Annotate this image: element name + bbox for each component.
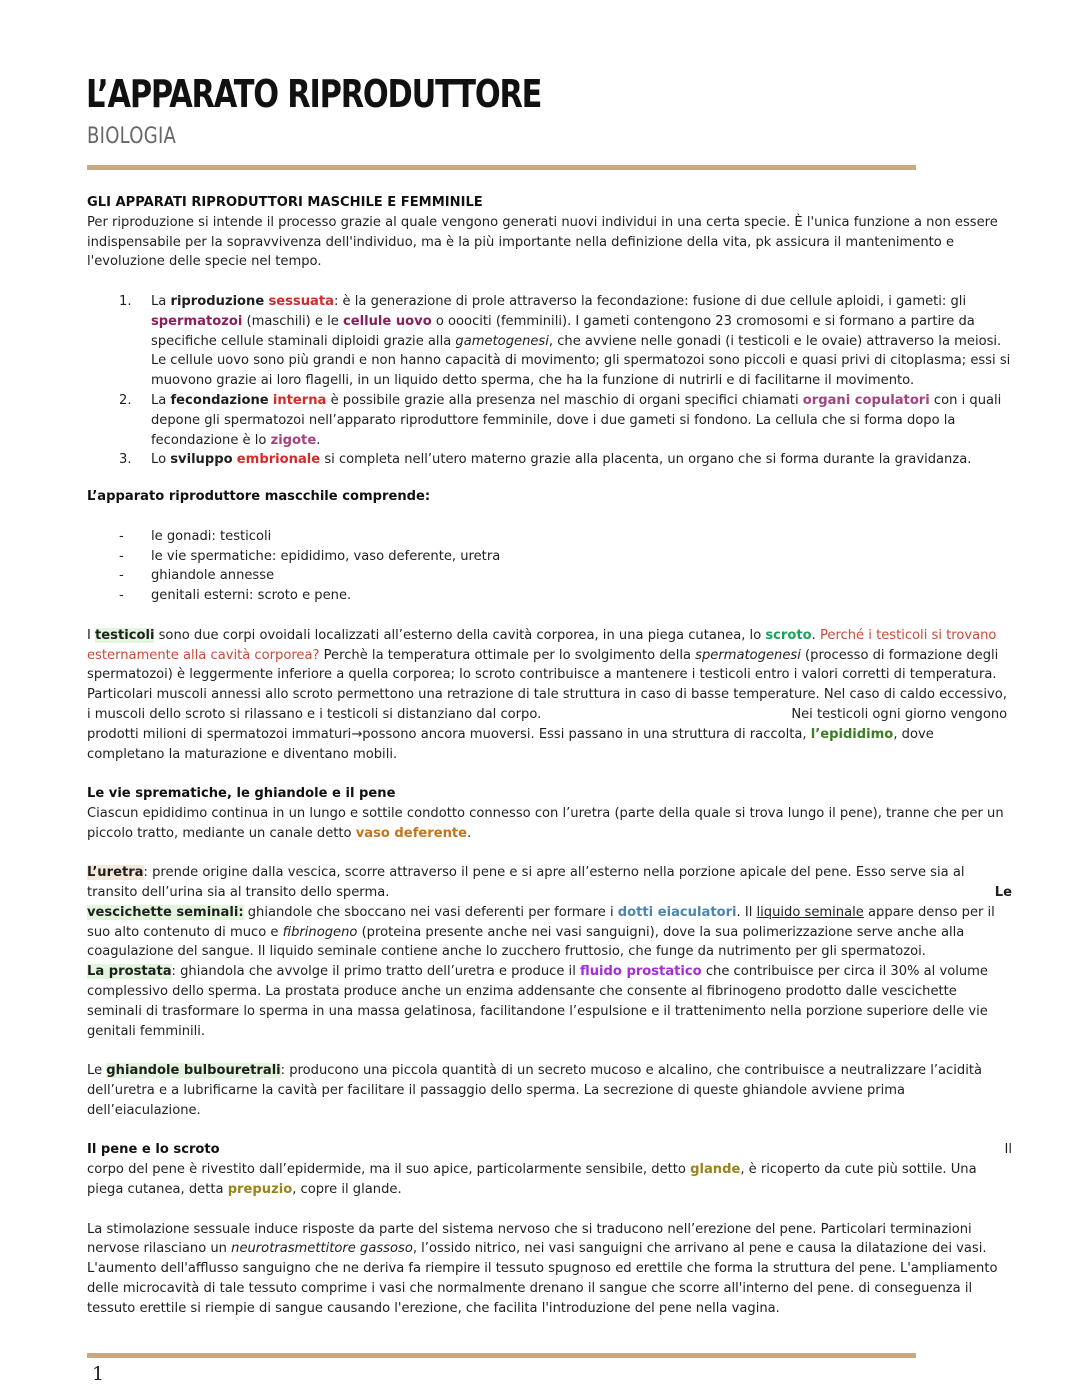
highlight-term: spermatozoi bbox=[151, 313, 243, 329]
paragraph: La stimolazione sessuale induce risposte da parte del sistema nervoso che si traducono nell’erezione del pene. Particolari terminazioni nervose rilasciano un neurotrasmettitore gassoso, l’ossido nitrico, nei vasi sanguigni che arrivano al pene e causa la dilatazione dei vasi. L'aumento dell'afflusso sanguigno che ne deriva fa riempire il tessuto spugnoso ed erettile che forma la struttura del pene. L'ampliamento delle microcavità di tale tessuto comprime i vasi che normalmente drenano il sangue che scorre all'interno del pene. di conseguenza il tessuto erettile si riempie di sangue causando l'erezione, che facilita l'introduzione del pene nella vagina. bbox=[87, 1221, 998, 1316]
highlight-term: organi copulatori bbox=[802, 392, 930, 408]
highlight-term: sessuata bbox=[268, 293, 334, 309]
paragraph: Il pene e lo scroto Il corpo del pene è rivestito dall’epidermide, ma il suo apice, particolarmente sensibile, detto glande, è ricoperto da cute più sottile. Una piega cutanea, detta prepuzio, copre il glande. bbox=[87, 1142, 1012, 1198]
highlight-term: prepuzio bbox=[227, 1182, 293, 1198]
list-number: 2. bbox=[119, 392, 132, 408]
paragraph: Per riproduzione si intende il processo grazie al quale vengono generati nuovi individui in una certa specie. È l'unica funzione a non essere indispensabile per la sopravvivenza dell'individuo, ma è la più importante nella definizione della vita, pk assicura il mantenimento e l'evoluzione delle specie nel tempo. bbox=[87, 214, 998, 270]
list-item: - ghiandole annesse bbox=[119, 568, 275, 584]
list-item: 3. Lo sviluppo embrionale si completa nell’utero materno grazie alla placenta, un organo che si forma durante la gravidanza. bbox=[87, 450, 1012, 470]
section-heading: L’apparato riproduttore mascchile comprende: bbox=[87, 489, 431, 505]
highlight-term: vescichette seminali: bbox=[87, 904, 244, 920]
paragraph: Le ghiandole bulbouretrali: producono una piccola quantità di un secreto mucoso e alcalino, che contribuisce a neutralizzare l’acidità dell’uretra e a lubrificarne la cavità per facilitare il passaggio dello sperma. La secrezione di queste ghiandole avviene prima dell’eiaculazione. bbox=[87, 1063, 982, 1118]
highlight-term: cellule uovo bbox=[342, 313, 432, 329]
highlight-term: vaso deferente bbox=[355, 825, 468, 841]
bottom-divider bbox=[87, 1353, 916, 1358]
highlight-term: embrionale bbox=[236, 452, 321, 468]
highlight-term: La prostata bbox=[87, 964, 172, 980]
bullet-list bbox=[87, 527, 1012, 606]
highlight-term: testicoli bbox=[95, 627, 155, 643]
list-item: - genitali esterni: scroto e pene. bbox=[119, 588, 352, 604]
highlight-term: ghiandole bulbouretrali bbox=[106, 1063, 281, 1079]
highlight-term: glande bbox=[690, 1162, 741, 1178]
question-text: Perché i testicoli si trovano esternamente alla cavità corporea? bbox=[87, 627, 997, 663]
highlight-term: interna bbox=[272, 392, 327, 408]
list-number: 3. bbox=[119, 452, 132, 468]
list-item: - le vie spermatiche: epididimo, vaso deferente, uretra bbox=[119, 548, 501, 564]
highlight-term: zigote bbox=[270, 432, 317, 448]
highlight-term: l’epididimo bbox=[810, 726, 894, 742]
highlight-term: fluido prostatico bbox=[580, 964, 702, 980]
page-title: L’APPARATO RIPRODUTTORE bbox=[86, 72, 542, 116]
top-divider bbox=[87, 165, 916, 170]
section-heading: Il pene e lo scroto bbox=[87, 1142, 220, 1158]
list-number: 1. bbox=[119, 293, 132, 309]
paragraph: L’uretra: prende origine dalla vescica, scorre attraverso il pene e si apre all’esterno nella porzione apicale del pene. Esso serve sia al transito dell’urina sia al transito dello sperma. Le vescichette seminali: ghiandole che sboccano nei vasi deferenti per formare i dotti eiaculatori. Il liquido seminale appare denso per il suo alto contenuto di muco e fibrinogeno (proteina presente anche nei vasi sanguigni), dove la sua polimerizzazione serve anche alla coagulazione del sangue. Il liquido seminale contiene anche lo zucchero fruttosio, che funge da nutrimento per gli spermatozoi. bbox=[87, 865, 1012, 960]
list-item: 1. La riproduzione sessuata: è la generazione di prole attraverso la fecondazione: fusione di due cellule aploidi, i gameti: gli spermatozoi (maschili) e le cellule uovo o ooociti (femminili). I gameti contengono 23 cromosomi e si formano a partire da specifiche cellule staminali diploidi grazie alla gametogenesi, che avviene nelle gonadi (i testicoli e le ovaie) attraverso la meiosi. Le cellule uovo sono più grandi e non hanno capacità di movimento; gli spermatozoi sono piccoli e quasi privi di citoplasma; essi si muovono grazie ai loro flagelli, in un liquido detto sperma, che ha la funzione di nutrirli e di facilitarne il movimento. bbox=[119, 293, 1011, 389]
paragraph: Ciascun epididimo continua in un lungo e sottile condotto connesso con l’uretra (parte della quale si trova lungo il pene), tranne che per un piccolo tratto, mediante un canale detto vaso deferente. bbox=[87, 805, 1004, 841]
list-item: 2. La fecondazione interna è possibile grazie alla presenza nel maschio di organi specifici chiamati organi copulatori con i quali depone gli spermatozoi nell’apparato riproduttore femminile, dove i due gameti si fondono. La cellula che si forma dopo la fecondazione è lo zigote. bbox=[119, 392, 1002, 448]
page-number: 1 bbox=[92, 1363, 105, 1385]
page-subtitle: BIOLOGIA bbox=[87, 124, 177, 149]
highlight-term: L’uretra bbox=[87, 865, 144, 881]
highlight-term: dotti eiaculatori bbox=[617, 904, 737, 920]
paragraph: La prostata: ghiandola che avvolge il primo tratto dell’uretra e produce il fluido prostatico che contribuisce per circa il 30% al volume complessivo dello sperma. La prostata produce anche un enzima addensante che consente al fibrinogeno prodotto dalle vescichette seminali di trasformare lo sperma in una massa gelatinosa, facilitandone l’espulsione e il trattenimento nella porzione superiore delle vie genitali femminili. bbox=[87, 964, 988, 1039]
list-item: - le gonadi: testicoli bbox=[119, 528, 272, 544]
numbered-list bbox=[87, 292, 1012, 470]
paragraph: I testicoli sono due corpi ovoidali localizzati all’esterno della cavità corporea, in una piega cutanea, lo scroto. Perché i testicoli si trovano esternamente alla cavità corporea? Perchè la temperatura ottimale per lo svolgimento della spermatogenesi (processo di formazione degli spermatozoi) è leggermente inferiore a quella corporea; lo scroto contribuisce a mantenere i testicoli entro i valori corretti di temperatura. Particolari muscoli annessi allo scroto permettono una retrazione di tale struttura in caso di basse temperature. Nel caso di caldo eccessivo, i muscoli dello scroto si rilassano e i testicoli si distanziano dal corpo. Nei testicoli ogni giorno vengono prodotti milioni di spermatozoi immaturi→possono ancora muoversi. Essi passano in una struttura di raccolta, l’epididimo, dove completano la maturazione e diventano mobili. bbox=[87, 627, 1008, 762]
document-body bbox=[87, 193, 1012, 1319]
section-heading: Le vie sprematiche, le ghiandole e il pene bbox=[87, 786, 396, 802]
highlight-term: scroto bbox=[765, 627, 812, 643]
section-heading: GLI APPARATI RIPRODUTTORI MASCHILE E FEMMINILE bbox=[87, 195, 483, 210]
